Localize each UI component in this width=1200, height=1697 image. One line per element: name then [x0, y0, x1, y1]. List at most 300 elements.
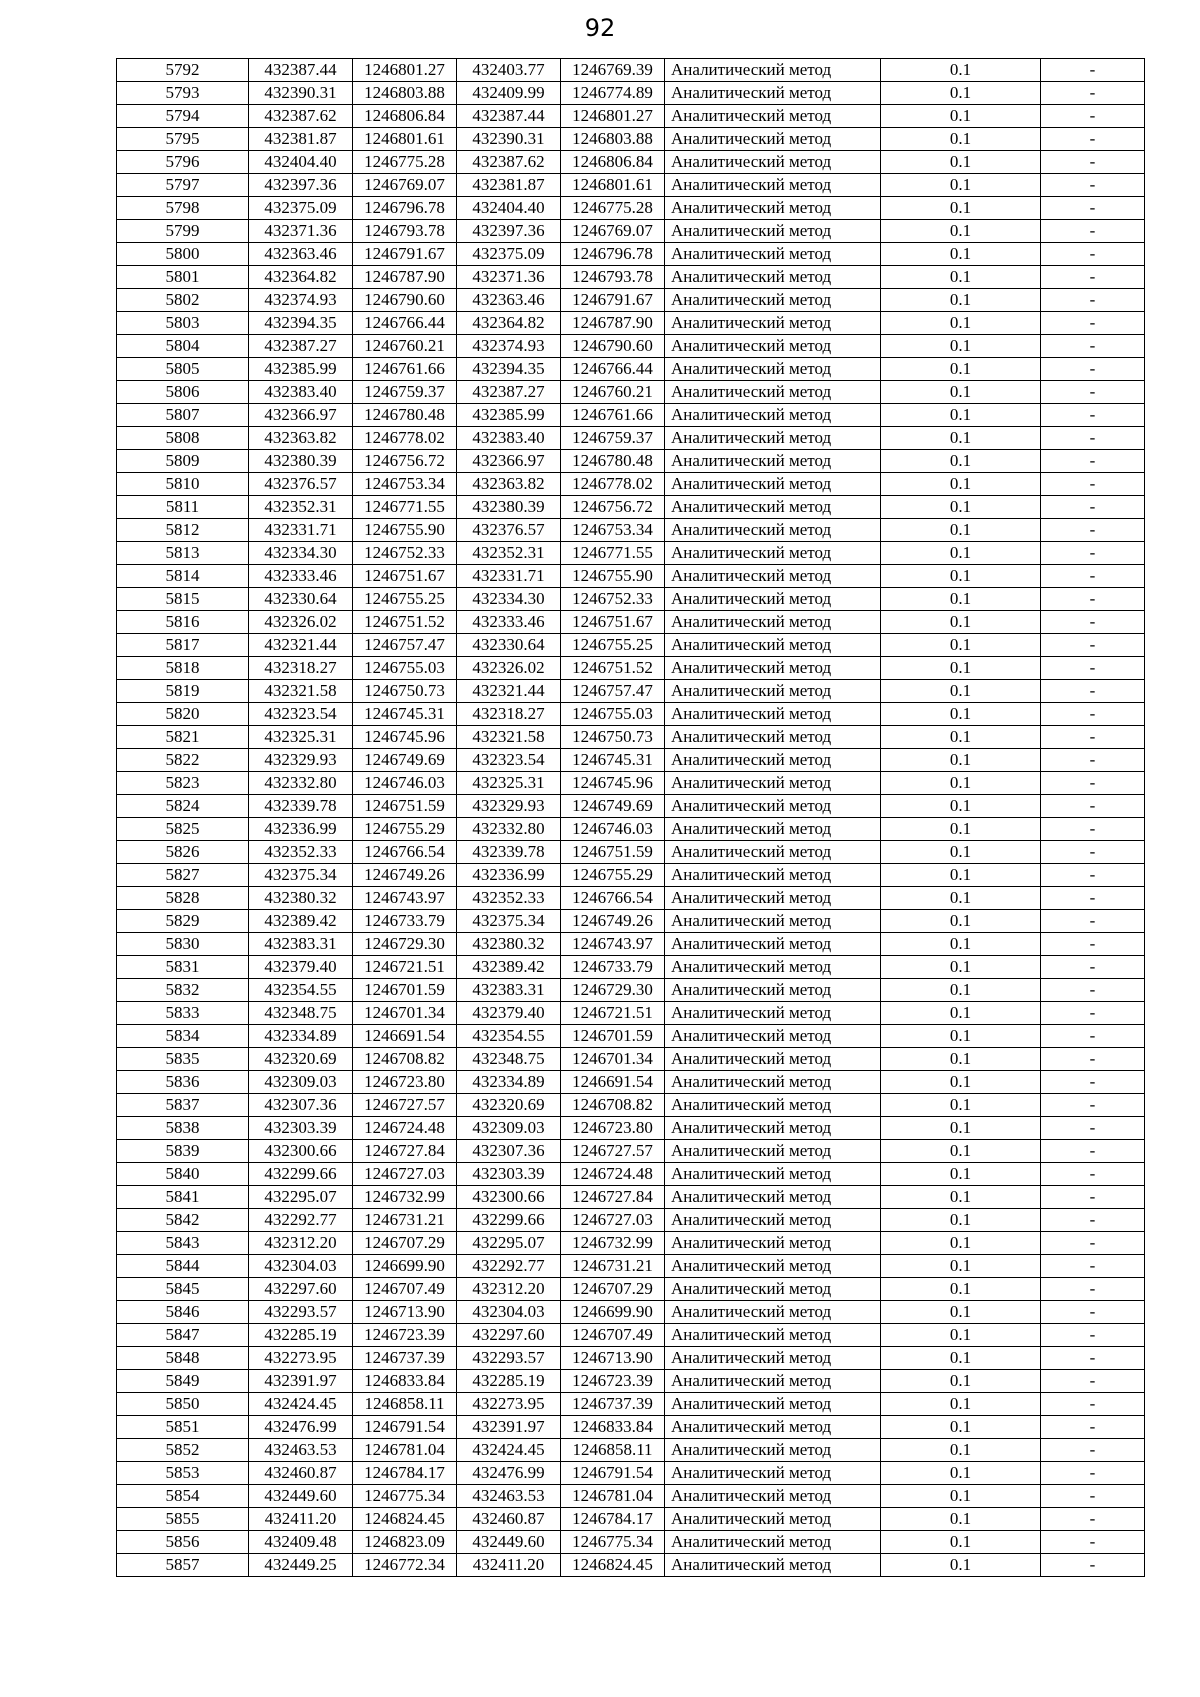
note-cell: -	[1041, 1462, 1145, 1485]
point-number-cell: 5819	[117, 680, 249, 703]
prev-x-cell: 432397.36	[457, 220, 561, 243]
table-row	[117, 59, 1145, 82]
point-number-cell: 5843	[117, 1232, 249, 1255]
point-number-cell: 5857	[117, 1554, 249, 1577]
point-number-cell: 5802	[117, 289, 249, 312]
prev-x-cell: 432449.60	[457, 1531, 561, 1554]
prev-x-cell: 432352.31	[457, 542, 561, 565]
prev-x-cell: 432375.09	[457, 243, 561, 266]
table-row	[117, 266, 1145, 289]
x-cell: 432334.89	[249, 1025, 353, 1048]
prev-y-cell: 1246760.21	[561, 381, 665, 404]
y-cell: 1246766.54	[353, 841, 457, 864]
table-row	[117, 473, 1145, 496]
accuracy-cell: 0.1	[881, 657, 1041, 680]
table-row	[117, 887, 1145, 910]
note-cell: -	[1041, 933, 1145, 956]
y-cell: 1246727.57	[353, 1094, 457, 1117]
accuracy-cell: 0.1	[881, 1048, 1041, 1071]
prev-y-cell: 1246781.04	[561, 1485, 665, 1508]
method-cell: Аналитический метод	[665, 312, 881, 335]
x-cell: 432404.40	[249, 151, 353, 174]
table-row	[117, 1232, 1145, 1255]
x-cell: 432352.31	[249, 496, 353, 519]
note-cell: -	[1041, 1048, 1145, 1071]
point-number-cell: 5853	[117, 1462, 249, 1485]
x-cell: 432352.33	[249, 841, 353, 864]
prev-y-cell: 1246793.78	[561, 266, 665, 289]
point-number-cell: 5837	[117, 1094, 249, 1117]
accuracy-cell: 0.1	[881, 174, 1041, 197]
point-number-cell: 5841	[117, 1186, 249, 1209]
prev-y-cell: 1246721.51	[561, 1002, 665, 1025]
prev-x-cell: 432374.93	[457, 335, 561, 358]
y-cell: 1246761.66	[353, 358, 457, 381]
point-number-cell: 5832	[117, 979, 249, 1002]
accuracy-cell: 0.1	[881, 1485, 1041, 1508]
x-cell: 432409.48	[249, 1531, 353, 1554]
prev-y-cell: 1246778.02	[561, 473, 665, 496]
method-cell: Аналитический метод	[665, 1002, 881, 1025]
x-cell: 432303.39	[249, 1117, 353, 1140]
prev-y-cell: 1246757.47	[561, 680, 665, 703]
prev-y-cell: 1246701.34	[561, 1048, 665, 1071]
x-cell: 432336.99	[249, 818, 353, 841]
accuracy-cell: 0.1	[881, 220, 1041, 243]
note-cell: -	[1041, 1485, 1145, 1508]
point-number-cell: 5856	[117, 1531, 249, 1554]
note-cell: -	[1041, 519, 1145, 542]
method-cell: Аналитический метод	[665, 105, 881, 128]
x-cell: 432332.80	[249, 772, 353, 795]
table-row	[117, 726, 1145, 749]
y-cell: 1246781.04	[353, 1439, 457, 1462]
note-cell: -	[1041, 427, 1145, 450]
accuracy-cell: 0.1	[881, 680, 1041, 703]
prev-y-cell: 1246751.59	[561, 841, 665, 864]
prev-y-cell: 1246784.17	[561, 1508, 665, 1531]
prev-y-cell: 1246729.30	[561, 979, 665, 1002]
table-row	[117, 1278, 1145, 1301]
x-cell: 432383.40	[249, 381, 353, 404]
note-cell: -	[1041, 1209, 1145, 1232]
prev-y-cell: 1246745.96	[561, 772, 665, 795]
y-cell: 1246721.51	[353, 956, 457, 979]
prev-y-cell: 1246769.07	[561, 220, 665, 243]
method-cell: Аналитический метод	[665, 887, 881, 910]
method-cell: Аналитический метод	[665, 1278, 881, 1301]
prev-y-cell: 1246775.28	[561, 197, 665, 220]
x-cell: 432293.57	[249, 1301, 353, 1324]
accuracy-cell: 0.1	[881, 1370, 1041, 1393]
prev-y-cell: 1246774.89	[561, 82, 665, 105]
table-row	[117, 220, 1145, 243]
method-cell: Аналитический метод	[665, 427, 881, 450]
method-cell: Аналитический метод	[665, 680, 881, 703]
table-row	[117, 1094, 1145, 1117]
point-number-cell: 5822	[117, 749, 249, 772]
prev-x-cell: 432339.78	[457, 841, 561, 864]
note-cell: -	[1041, 82, 1145, 105]
prev-x-cell: 432394.35	[457, 358, 561, 381]
x-cell: 432380.39	[249, 450, 353, 473]
accuracy-cell: 0.1	[881, 1163, 1041, 1186]
x-cell: 432449.60	[249, 1485, 353, 1508]
prev-y-cell: 1246749.69	[561, 795, 665, 818]
point-number-cell: 5813	[117, 542, 249, 565]
prev-x-cell: 432307.36	[457, 1140, 561, 1163]
x-cell: 432321.44	[249, 634, 353, 657]
point-number-cell: 5850	[117, 1393, 249, 1416]
note-cell: -	[1041, 335, 1145, 358]
prev-y-cell: 1246771.55	[561, 542, 665, 565]
method-cell: Аналитический метод	[665, 1462, 881, 1485]
y-cell: 1246732.99	[353, 1186, 457, 1209]
y-cell: 1246760.21	[353, 335, 457, 358]
table-row	[117, 1508, 1145, 1531]
prev-x-cell: 432318.27	[457, 703, 561, 726]
accuracy-cell: 0.1	[881, 496, 1041, 519]
prev-y-cell: 1246833.84	[561, 1416, 665, 1439]
point-number-cell: 5810	[117, 473, 249, 496]
note-cell: -	[1041, 795, 1145, 818]
prev-y-cell: 1246723.39	[561, 1370, 665, 1393]
note-cell: -	[1041, 105, 1145, 128]
point-number-cell: 5817	[117, 634, 249, 657]
point-number-cell: 5845	[117, 1278, 249, 1301]
prev-y-cell: 1246769.39	[561, 59, 665, 82]
x-cell: 432329.93	[249, 749, 353, 772]
prev-x-cell: 432297.60	[457, 1324, 561, 1347]
accuracy-cell: 0.1	[881, 1416, 1041, 1439]
prev-x-cell: 432273.95	[457, 1393, 561, 1416]
x-cell: 432385.99	[249, 358, 353, 381]
table-row	[117, 979, 1145, 1002]
prev-x-cell: 432463.53	[457, 1485, 561, 1508]
prev-y-cell: 1246791.67	[561, 289, 665, 312]
table-row	[117, 1462, 1145, 1485]
accuracy-cell: 0.1	[881, 450, 1041, 473]
method-cell: Аналитический метод	[665, 956, 881, 979]
point-number-cell: 5821	[117, 726, 249, 749]
note-cell: -	[1041, 726, 1145, 749]
method-cell: Аналитический метод	[665, 795, 881, 818]
method-cell: Аналитический метод	[665, 220, 881, 243]
table-row	[117, 611, 1145, 634]
prev-x-cell: 432323.54	[457, 749, 561, 772]
prev-y-cell: 1246755.25	[561, 634, 665, 657]
point-number-cell: 5820	[117, 703, 249, 726]
table-row	[117, 864, 1145, 887]
y-cell: 1246753.34	[353, 473, 457, 496]
y-cell: 1246701.34	[353, 1002, 457, 1025]
prev-y-cell: 1246732.99	[561, 1232, 665, 1255]
y-cell: 1246749.69	[353, 749, 457, 772]
note-cell: -	[1041, 1117, 1145, 1140]
x-cell: 432348.75	[249, 1002, 353, 1025]
note-cell: -	[1041, 864, 1145, 887]
prev-y-cell: 1246691.54	[561, 1071, 665, 1094]
method-cell: Аналитический метод	[665, 565, 881, 588]
prev-x-cell: 432381.87	[457, 174, 561, 197]
prev-x-cell: 432363.82	[457, 473, 561, 496]
prev-x-cell: 432330.64	[457, 634, 561, 657]
y-cell: 1246791.67	[353, 243, 457, 266]
note-cell: -	[1041, 887, 1145, 910]
prev-y-cell: 1246750.73	[561, 726, 665, 749]
prev-y-cell: 1246755.29	[561, 864, 665, 887]
prev-y-cell: 1246790.60	[561, 335, 665, 358]
method-cell: Аналитический метод	[665, 542, 881, 565]
method-cell: Аналитический метод	[665, 266, 881, 289]
x-cell: 432292.77	[249, 1209, 353, 1232]
table-row	[117, 956, 1145, 979]
prev-x-cell: 432354.55	[457, 1025, 561, 1048]
table-row	[117, 174, 1145, 197]
x-cell: 432309.03	[249, 1071, 353, 1094]
note-cell: -	[1041, 1094, 1145, 1117]
accuracy-cell: 0.1	[881, 243, 1041, 266]
accuracy-cell: 0.1	[881, 1255, 1041, 1278]
y-cell: 1246823.09	[353, 1531, 457, 1554]
table-row	[117, 1255, 1145, 1278]
point-number-cell: 5835	[117, 1048, 249, 1071]
table-row	[117, 519, 1145, 542]
prev-x-cell: 432285.19	[457, 1370, 561, 1393]
point-number-cell: 5828	[117, 887, 249, 910]
accuracy-cell: 0.1	[881, 1278, 1041, 1301]
y-cell: 1246752.33	[353, 542, 457, 565]
note-cell: -	[1041, 220, 1145, 243]
x-cell: 432391.97	[249, 1370, 353, 1393]
table-row	[117, 1393, 1145, 1416]
point-number-cell: 5793	[117, 82, 249, 105]
accuracy-cell: 0.1	[881, 565, 1041, 588]
prev-x-cell: 432387.62	[457, 151, 561, 174]
point-number-cell: 5846	[117, 1301, 249, 1324]
x-cell: 432449.25	[249, 1554, 353, 1577]
note-cell: -	[1041, 289, 1145, 312]
method-cell: Аналитический метод	[665, 772, 881, 795]
accuracy-cell: 0.1	[881, 588, 1041, 611]
prev-y-cell: 1246727.57	[561, 1140, 665, 1163]
table-row	[117, 680, 1145, 703]
accuracy-cell: 0.1	[881, 1439, 1041, 1462]
prev-y-cell: 1246701.59	[561, 1025, 665, 1048]
prev-y-cell: 1246753.34	[561, 519, 665, 542]
y-cell: 1246801.27	[353, 59, 457, 82]
point-number-cell: 5827	[117, 864, 249, 887]
note-cell: -	[1041, 381, 1145, 404]
point-number-cell: 5838	[117, 1117, 249, 1140]
prev-x-cell: 432336.99	[457, 864, 561, 887]
point-number-cell: 5847	[117, 1324, 249, 1347]
note-cell: -	[1041, 266, 1145, 289]
x-cell: 432387.27	[249, 335, 353, 358]
x-cell: 432330.64	[249, 588, 353, 611]
table-row	[117, 105, 1145, 128]
x-cell: 432363.82	[249, 427, 353, 450]
x-cell: 432299.66	[249, 1163, 353, 1186]
method-cell: Аналитический метод	[665, 657, 881, 680]
table-row	[117, 565, 1145, 588]
prev-y-cell: 1246707.49	[561, 1324, 665, 1347]
x-cell: 432304.03	[249, 1255, 353, 1278]
prev-x-cell: 432389.42	[457, 956, 561, 979]
method-cell: Аналитический метод	[665, 1209, 881, 1232]
y-cell: 1246780.48	[353, 404, 457, 427]
x-cell: 432375.34	[249, 864, 353, 887]
table-row	[117, 1370, 1145, 1393]
table-row	[117, 1140, 1145, 1163]
note-cell: -	[1041, 473, 1145, 496]
y-cell: 1246755.03	[353, 657, 457, 680]
method-cell: Аналитический метод	[665, 611, 881, 634]
table-row	[117, 1117, 1145, 1140]
table-row	[117, 1485, 1145, 1508]
table-row	[117, 1531, 1145, 1554]
note-cell: -	[1041, 450, 1145, 473]
method-cell: Аналитический метод	[665, 473, 881, 496]
prev-x-cell: 432409.99	[457, 82, 561, 105]
accuracy-cell: 0.1	[881, 519, 1041, 542]
x-cell: 432333.46	[249, 565, 353, 588]
point-number-cell: 5811	[117, 496, 249, 519]
point-number-cell: 5812	[117, 519, 249, 542]
accuracy-cell: 0.1	[881, 381, 1041, 404]
y-cell: 1246733.79	[353, 910, 457, 933]
note-cell: -	[1041, 151, 1145, 174]
table-row	[117, 1071, 1145, 1094]
note-cell: -	[1041, 657, 1145, 680]
y-cell: 1246749.26	[353, 864, 457, 887]
point-number-cell: 5801	[117, 266, 249, 289]
x-cell: 432424.45	[249, 1393, 353, 1416]
note-cell: -	[1041, 197, 1145, 220]
method-cell: Аналитический метод	[665, 1117, 881, 1140]
table-row	[117, 1209, 1145, 1232]
note-cell: -	[1041, 1025, 1145, 1048]
accuracy-cell: 0.1	[881, 1002, 1041, 1025]
accuracy-cell: 0.1	[881, 197, 1041, 220]
prev-x-cell: 432303.39	[457, 1163, 561, 1186]
prev-y-cell: 1246858.11	[561, 1439, 665, 1462]
y-cell: 1246858.11	[353, 1393, 457, 1416]
prev-x-cell: 432333.46	[457, 611, 561, 634]
point-number-cell: 5799	[117, 220, 249, 243]
y-cell: 1246746.03	[353, 772, 457, 795]
prev-y-cell: 1246752.33	[561, 588, 665, 611]
accuracy-cell: 0.1	[881, 1508, 1041, 1531]
y-cell: 1246803.88	[353, 82, 457, 105]
method-cell: Аналитический метод	[665, 1531, 881, 1554]
prev-x-cell: 432375.34	[457, 910, 561, 933]
prev-x-cell: 432334.30	[457, 588, 561, 611]
point-number-cell: 5825	[117, 818, 249, 841]
x-cell: 432318.27	[249, 657, 353, 680]
table-row	[117, 427, 1145, 450]
x-cell: 432295.07	[249, 1186, 353, 1209]
accuracy-cell: 0.1	[881, 473, 1041, 496]
y-cell: 1246724.48	[353, 1117, 457, 1140]
method-cell: Аналитический метод	[665, 358, 881, 381]
y-cell: 1246699.90	[353, 1255, 457, 1278]
y-cell: 1246737.39	[353, 1347, 457, 1370]
x-cell: 432371.36	[249, 220, 353, 243]
y-cell: 1246723.80	[353, 1071, 457, 1094]
prev-y-cell: 1246723.80	[561, 1117, 665, 1140]
x-cell: 432366.97	[249, 404, 353, 427]
method-cell: Аналитический метод	[665, 1071, 881, 1094]
prev-x-cell: 432383.31	[457, 979, 561, 1002]
accuracy-cell: 0.1	[881, 59, 1041, 82]
note-cell: -	[1041, 1140, 1145, 1163]
point-number-cell: 5854	[117, 1485, 249, 1508]
note-cell: -	[1041, 588, 1145, 611]
accuracy-cell: 0.1	[881, 312, 1041, 335]
x-cell: 432376.57	[249, 473, 353, 496]
x-cell: 432363.46	[249, 243, 353, 266]
method-cell: Аналитический метод	[665, 841, 881, 864]
x-cell: 432397.36	[249, 174, 353, 197]
prev-x-cell: 432391.97	[457, 1416, 561, 1439]
y-cell: 1246713.90	[353, 1301, 457, 1324]
prev-y-cell: 1246699.90	[561, 1301, 665, 1324]
prev-y-cell: 1246707.29	[561, 1278, 665, 1301]
prev-x-cell: 432309.03	[457, 1117, 561, 1140]
accuracy-cell: 0.1	[881, 1071, 1041, 1094]
accuracy-cell: 0.1	[881, 1554, 1041, 1577]
accuracy-cell: 0.1	[881, 1301, 1041, 1324]
y-cell: 1246755.25	[353, 588, 457, 611]
point-number-cell: 5795	[117, 128, 249, 151]
y-cell: 1246751.67	[353, 565, 457, 588]
accuracy-cell: 0.1	[881, 1186, 1041, 1209]
prev-x-cell: 432371.36	[457, 266, 561, 289]
accuracy-cell: 0.1	[881, 1117, 1041, 1140]
table-row	[117, 1025, 1145, 1048]
x-cell: 432334.30	[249, 542, 353, 565]
accuracy-cell: 0.1	[881, 634, 1041, 657]
x-cell: 432383.31	[249, 933, 353, 956]
note-cell: -	[1041, 1324, 1145, 1347]
y-cell: 1246787.90	[353, 266, 457, 289]
accuracy-cell: 0.1	[881, 358, 1041, 381]
table-row	[117, 128, 1145, 151]
prev-y-cell: 1246733.79	[561, 956, 665, 979]
table-row	[117, 1416, 1145, 1439]
y-cell: 1246833.84	[353, 1370, 457, 1393]
prev-y-cell: 1246791.54	[561, 1462, 665, 1485]
accuracy-cell: 0.1	[881, 1347, 1041, 1370]
method-cell: Аналитический метод	[665, 1140, 881, 1163]
prev-y-cell: 1246803.88	[561, 128, 665, 151]
prev-x-cell: 432334.89	[457, 1071, 561, 1094]
point-number-cell: 5792	[117, 59, 249, 82]
point-number-cell: 5840	[117, 1163, 249, 1186]
method-cell: Аналитический метод	[665, 1393, 881, 1416]
y-cell: 1246775.34	[353, 1485, 457, 1508]
method-cell: Аналитический метод	[665, 703, 881, 726]
y-cell: 1246727.84	[353, 1140, 457, 1163]
point-number-cell: 5803	[117, 312, 249, 335]
y-cell: 1246771.55	[353, 496, 457, 519]
accuracy-cell: 0.1	[881, 105, 1041, 128]
x-cell: 432326.02	[249, 611, 353, 634]
y-cell: 1246757.47	[353, 634, 457, 657]
x-cell: 432380.32	[249, 887, 353, 910]
y-cell: 1246745.31	[353, 703, 457, 726]
